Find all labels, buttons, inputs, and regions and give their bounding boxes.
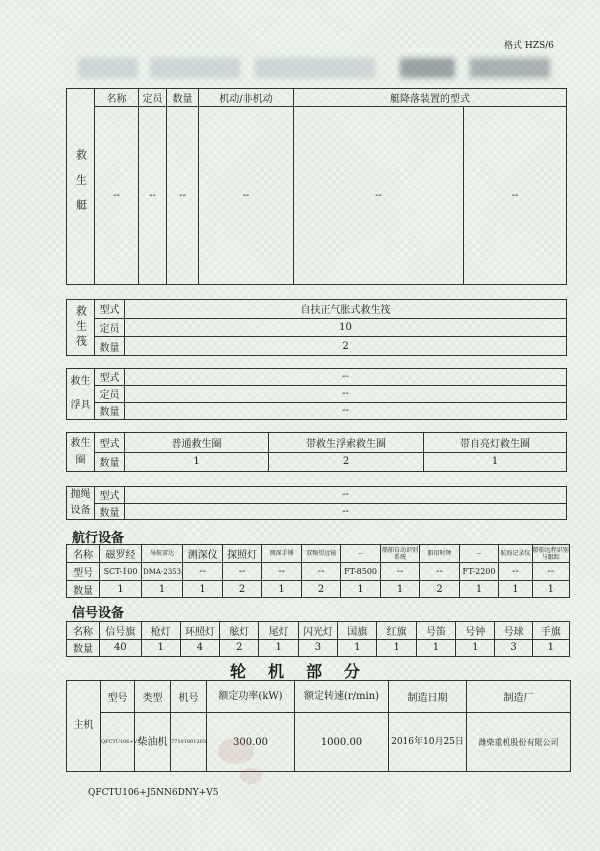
row-label: 型式 — [95, 487, 125, 504]
nav-name: 探照灯 — [222, 545, 261, 563]
row-label: 数量 — [67, 581, 100, 598]
nav-qty: 1 — [183, 581, 222, 598]
buoyant-quantity-value: -- — [125, 402, 567, 419]
liferaft-side-label: 救生筏 — [67, 300, 95, 356]
nav-name: 船用时钟 — [420, 545, 459, 563]
nav-model: FT-8500 — [341, 563, 380, 581]
nav-equipment-table — [66, 544, 570, 598]
lifebuoy-type: 普通救生圈 — [125, 433, 269, 453]
signal-qty: 40 — [100, 639, 141, 657]
lifeboat-header: 数量 — [167, 89, 199, 107]
nav-name: 导航雷达 — [141, 545, 183, 563]
engine-header: 额定转速(r/min) — [295, 681, 389, 713]
lifebuoy-qty: 2 — [269, 452, 424, 472]
nav-model: SCT-100 — [100, 563, 142, 581]
lifeboat-value: -- — [199, 107, 294, 285]
signal-name: 号钟 — [456, 622, 495, 640]
redacted-area — [255, 58, 375, 78]
nav-name: 测深仪 — [183, 545, 222, 563]
nav-qty: 1 — [499, 581, 532, 598]
lifebuoy-type: 带自亮灯救生圈 — [424, 433, 567, 453]
signal-section-title: 信号设备 — [72, 606, 125, 621]
row-label: 型式 — [95, 300, 125, 319]
engine-header: 机号 — [171, 681, 207, 713]
engine-type: 柴油机 — [135, 713, 171, 772]
nav-model: -- — [532, 563, 570, 581]
nav-name: 双频望远镜 — [301, 545, 340, 563]
nav-model: -- — [499, 563, 532, 581]
signal-qty: 1 — [377, 639, 416, 657]
lifeboat-header: 定员 — [139, 89, 167, 107]
liferaft-type-value: 自扶正气胀式救生筏 — [125, 300, 567, 319]
signal-qty: 1 — [456, 639, 495, 657]
engine-header: 类型 — [135, 681, 171, 713]
liferaft-capacity-value: 10 — [125, 318, 567, 337]
row-label: 型式 — [95, 433, 125, 453]
nav-name: -- — [459, 545, 498, 563]
redacted-area — [400, 58, 455, 78]
lifeboat-header: 机动/非机动 — [199, 89, 294, 107]
lifeboat-value: -- — [167, 107, 199, 285]
engine-section-title: 轮机部分 — [230, 662, 383, 681]
main-engine-side-label: 主机 — [67, 681, 101, 772]
row-label: 型式 — [95, 369, 125, 386]
nav-model: -- — [262, 563, 301, 581]
lifeboat-header: 名称 — [95, 89, 139, 107]
liferaft-quantity-value: 2 — [125, 337, 567, 356]
stamp-mark — [218, 738, 254, 764]
nav-section-title: 航行设备 — [72, 531, 125, 546]
engine-model: QFCTU106+V5 — [101, 713, 135, 772]
nav-name: 船舶远程识别与跟踪 — [532, 546, 569, 561]
signal-qty: 1 — [141, 639, 180, 657]
engine-manufacturer: 潍柴重机股份有限公司 — [467, 713, 571, 772]
signal-qty: 1 — [416, 639, 455, 657]
liferaft-table — [66, 299, 567, 356]
row-label: 定员 — [95, 318, 125, 337]
redacted-area — [150, 58, 240, 78]
nav-model: -- — [420, 563, 459, 581]
signal-name: 号笛 — [416, 622, 455, 640]
row-label: 数量 — [95, 402, 125, 419]
nav-model: DMA-2353 — [141, 563, 183, 581]
engine-rated-power: 300.00 — [207, 713, 295, 772]
signal-name: 枪灯 — [141, 622, 180, 640]
row-label: 数量 — [95, 503, 125, 520]
nav-name: 磁罗经 — [100, 545, 142, 563]
signal-equipment-table — [66, 621, 570, 657]
lifeboat-value: -- — [139, 107, 167, 285]
row-label: 名称 — [67, 622, 100, 640]
signal-qty: 1 — [532, 639, 569, 657]
buoyant-apparatus-table — [66, 368, 567, 420]
signal-name: 国旗 — [338, 622, 377, 640]
footer-code: QFCTU106+J5NN6DNY+V5 — [88, 788, 219, 798]
lifeboat-value: -- — [464, 107, 567, 285]
nav-model: -- — [222, 563, 261, 581]
nav-qty: 1 — [380, 581, 419, 598]
lifebuoy-side-label: 救生 圈 — [67, 433, 95, 472]
signal-name: 环照灯 — [180, 622, 219, 640]
signal-name: 信号旗 — [100, 622, 141, 640]
nav-qty: 2 — [222, 581, 261, 598]
row-label: 型号 — [67, 563, 100, 581]
signal-name: 红旗 — [377, 622, 416, 640]
lifebuoy-qty: 1 — [125, 452, 269, 472]
nav-model: -- — [380, 563, 419, 581]
buoyant-side-label: 救生 浮具 — [67, 369, 95, 420]
nav-qty: 1 — [459, 581, 498, 598]
signal-qty: 1 — [259, 639, 298, 657]
signal-name: 手旗 — [532, 622, 569, 640]
line-thrower-quantity-value: -- — [125, 503, 567, 520]
lifebuoy-type: 带救生浮索救生圈 — [269, 433, 424, 453]
stamp-mark — [240, 768, 262, 784]
buoyant-capacity-value: -- — [125, 385, 567, 402]
signal-qty: 2 — [220, 639, 259, 657]
redacted-area — [470, 58, 550, 78]
buoyant-type-value: -- — [125, 369, 567, 386]
nav-qty: 2 — [420, 581, 459, 598]
row-label: 数量 — [95, 337, 125, 356]
main-engine-table — [66, 680, 571, 772]
nav-qty: 1 — [141, 581, 183, 598]
nav-name: 测深手锤 — [262, 545, 301, 563]
row-label: 定员 — [95, 385, 125, 402]
line-thrower-side-label: 抛绳 设备 — [67, 487, 95, 520]
redacted-area — [78, 58, 138, 78]
row-label: 数量 — [95, 452, 125, 472]
engine-header: 型号 — [101, 681, 135, 713]
nav-model: -- — [183, 563, 222, 581]
engine-number: 77101001203 — [171, 713, 207, 772]
lifeboat-value: -- — [294, 107, 464, 285]
nav-qty: 1 — [532, 581, 570, 598]
lifeboat-header: 艇降落装置的型式 — [294, 89, 567, 107]
signal-qty: 3 — [495, 639, 532, 657]
nav-model: -- — [301, 563, 340, 581]
nav-model: FT-2200 — [459, 563, 498, 581]
lifeboat-value: -- — [95, 107, 139, 285]
signal-name: 号球 — [495, 622, 532, 640]
nav-qty: 1 — [262, 581, 301, 598]
form-number: 格式 HZS/6 — [504, 41, 554, 51]
signal-name: 闪光灯 — [298, 622, 337, 640]
signal-qty: 4 — [180, 639, 219, 657]
line-thrower-type-value: -- — [125, 487, 567, 504]
nav-name: -- — [341, 545, 380, 563]
signal-name: 尾灯 — [259, 622, 298, 640]
engine-header: 制造日期 — [389, 681, 467, 713]
signal-name: 舷灯 — [220, 622, 259, 640]
engine-rated-speed: 1000.00 — [295, 713, 389, 772]
lifebuoy-qty: 1 — [424, 452, 567, 472]
lifeboat-table — [66, 88, 567, 285]
lifebuoy-table — [66, 432, 567, 472]
nav-name: 船舶自动识别系统 — [382, 546, 419, 561]
nav-qty: 1 — [100, 581, 142, 598]
lifeboat-side-label: 救生艇 — [67, 89, 95, 285]
signal-qty: 1 — [338, 639, 377, 657]
engine-header: 制造厂 — [467, 681, 571, 713]
engine-header: 额定功率(kW) — [207, 681, 295, 713]
nav-qty: 2 — [301, 581, 340, 598]
nav-name: 航海记录仪 — [499, 545, 532, 563]
engine-build-date: 2016年10月25日 — [389, 713, 467, 772]
nav-qty: 1 — [341, 581, 380, 598]
row-label: 数量 — [67, 639, 100, 657]
signal-qty: 3 — [298, 639, 337, 657]
row-label: 名称 — [67, 545, 100, 563]
line-thrower-table — [66, 486, 567, 520]
